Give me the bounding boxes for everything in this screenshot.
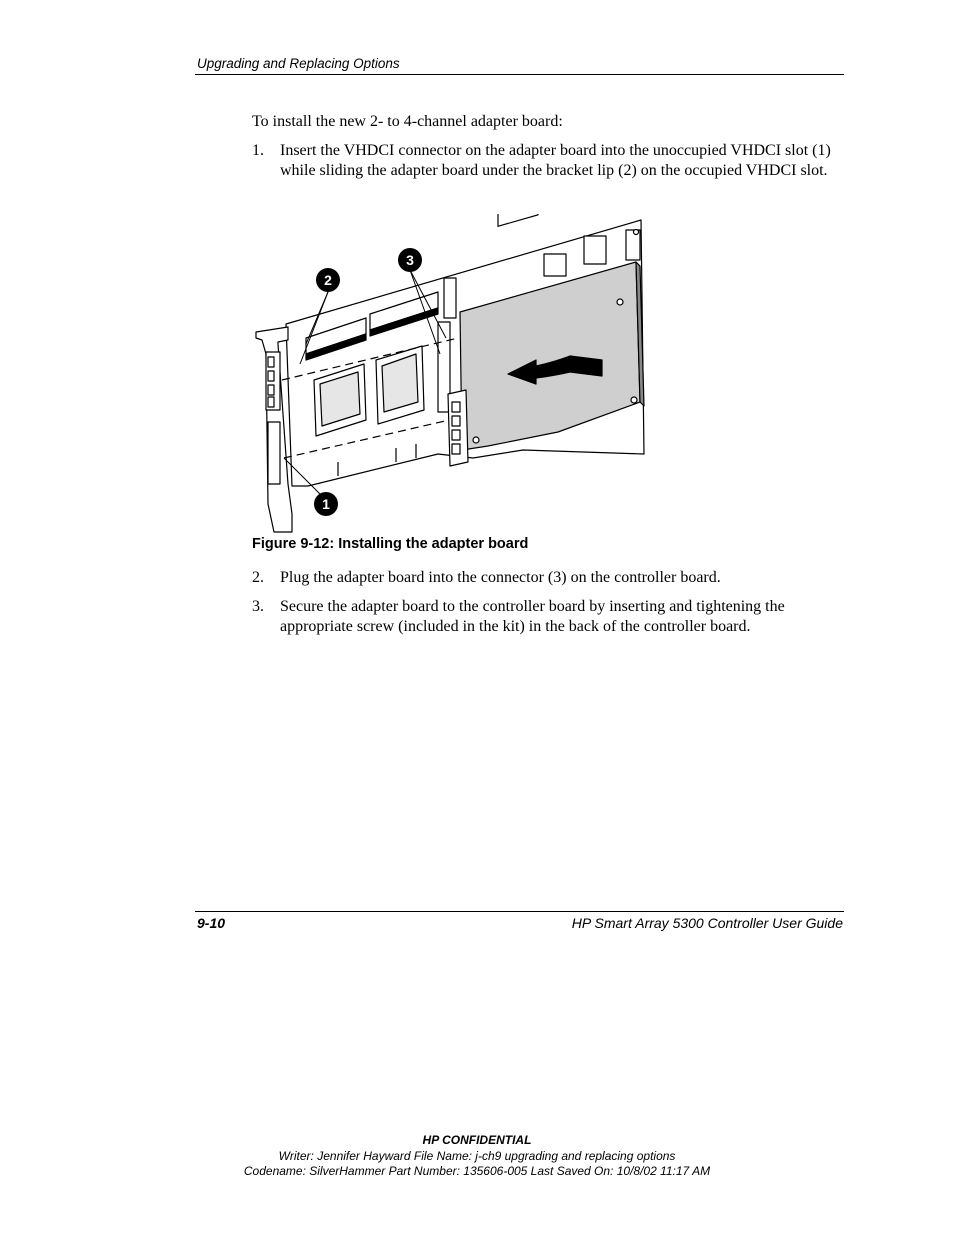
page-number: 9-10 xyxy=(197,915,226,931)
step-number: 3. xyxy=(252,598,264,615)
adapter-board-illustration xyxy=(248,214,652,534)
step-2 xyxy=(252,568,844,588)
footer-rule xyxy=(195,911,844,912)
step-number: 2. xyxy=(252,569,264,586)
figure-caption: Figure 9-12: Installing the adapter board xyxy=(252,536,529,552)
callout-2 xyxy=(316,268,340,292)
callout-3-label: 3 xyxy=(406,252,414,268)
vhdci-slot-unoccupied xyxy=(268,422,280,484)
confidential-block xyxy=(0,1133,954,1180)
callout-1-label: 1 xyxy=(322,496,330,512)
confidential-codename-line: Codename: SilverHammer Part Number: 135606-005 Last Saved On: 10/8/02 11:17 AM xyxy=(243,1164,711,1178)
callout-3 xyxy=(398,248,422,272)
callout-2-label: 2 xyxy=(324,272,332,288)
step-number: 1. xyxy=(252,142,264,159)
guide-title: HP Smart Array 5300 Controller User Guide xyxy=(571,915,843,931)
confidential-title: HP CONFIDENTIAL xyxy=(422,1133,532,1147)
step-3 xyxy=(252,597,844,636)
step-1 xyxy=(252,141,844,180)
step-text: Secure the adapter board to the controller board by inserting and tightening the appropriate screw (included in the kit) in the back of the controller board. xyxy=(280,598,785,635)
intro-text: To install the new 2- to 4-channel adapter board: xyxy=(252,113,563,130)
running-head: Upgrading and Replacing Options xyxy=(197,56,400,71)
adapter-board-drawing xyxy=(248,214,652,534)
step-text: Plug the adapter board into the connector (3) on the controller board. xyxy=(280,569,721,586)
header-rule xyxy=(195,74,844,75)
step-text: Insert the VHDCI connector on the adapter board into the unoccupied VHDCI slot (1) while sliding the adapter board under the bracket lip (2) on the occupied VHDCI slot. xyxy=(280,142,831,179)
confidential-writer-line: Writer: Jennifer Hayward File Name: j-ch9 upgrading and replacing options xyxy=(278,1148,676,1163)
callout-1 xyxy=(314,492,338,516)
